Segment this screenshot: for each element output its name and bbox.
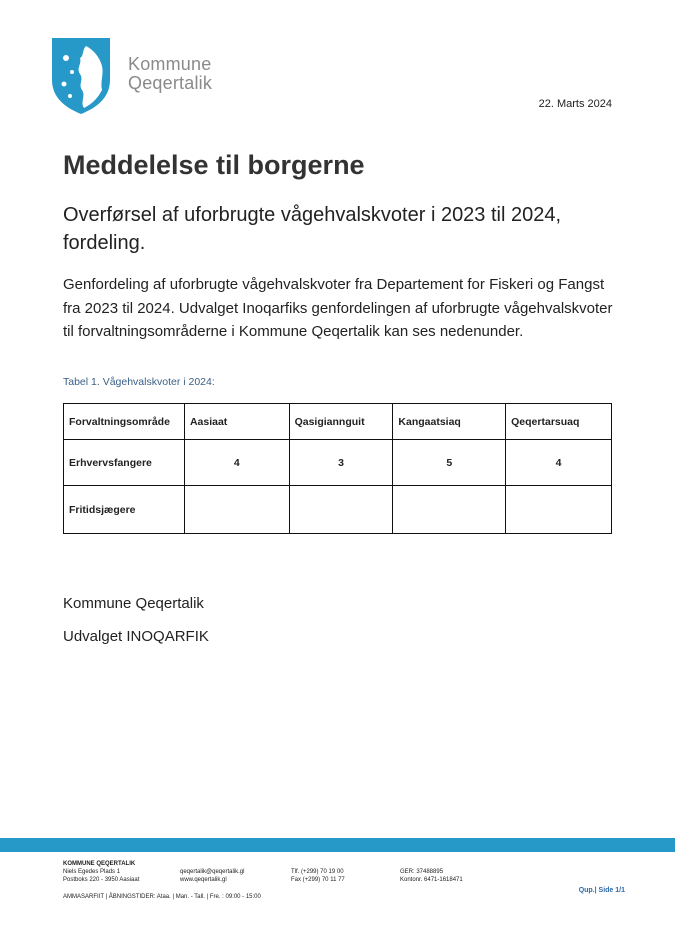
footer-bar xyxy=(0,838,675,852)
table-cell: 4 xyxy=(506,440,612,486)
column-header: Forvaltningsområde xyxy=(64,404,185,440)
footer-email-link[interactable]: qeqertalik@qeqertalik.gl xyxy=(180,869,245,875)
table-row xyxy=(64,486,612,534)
signature-committee: Udvalget INOQARFIK xyxy=(63,628,209,645)
footer-tel: Tlf. (+299) 70 19 00 xyxy=(291,869,344,875)
footer-registration xyxy=(400,860,463,884)
table-cell xyxy=(184,486,289,534)
table-cell xyxy=(289,486,393,534)
footer-konto: Kontonr. 6471-1618471 xyxy=(400,877,463,883)
footer-opening-hours: AMMASARFIIT | ÅBNINGSTIDER: Ataa. | Man. - Tall. | Fre. : 09:00 - 15:00 xyxy=(63,894,261,900)
footer-ger: GER: 37488895 xyxy=(400,869,444,875)
footer-web-link[interactable]: www.qeqertalik.gl xyxy=(180,877,227,883)
footer-address-2: Postboks 220 - 3950 Aasiaat xyxy=(63,877,140,883)
column-header: Qasigiannguit xyxy=(289,404,393,440)
document-date: 22. Marts 2024 xyxy=(538,98,612,110)
table-caption: Tabel 1. Vågehvalskvoter i 2024: xyxy=(63,376,215,388)
logo-line-1: Kommune xyxy=(128,54,212,74)
column-header: Qeqertarsuaq xyxy=(506,404,612,440)
table-header-row xyxy=(64,404,612,440)
column-header: Aasiaat xyxy=(184,404,289,440)
table-cell: 4 xyxy=(184,440,289,486)
row-label: Erhvervsfangere xyxy=(64,440,185,486)
table-cell xyxy=(506,486,612,534)
footer-contact xyxy=(180,860,244,884)
footer-org: KOMMUNE QEQERTALIK xyxy=(63,861,136,867)
footer-address-1: Niels Egedes Plads 1 xyxy=(63,869,121,875)
signature-organization: Kommune Qeqertalik xyxy=(63,595,204,612)
page-subtitle: Overførsel af uforbrugte vågehvalskvoter i 2023 til 2024, fordeling. xyxy=(63,204,562,254)
kommune-qeqertalik-logo xyxy=(50,36,112,116)
row-label: Fritidsjægere xyxy=(64,486,185,534)
footer-phone xyxy=(291,860,345,884)
page-number: Qup.| Side 1/1 xyxy=(578,887,625,894)
table-cell xyxy=(393,486,506,534)
quota-table xyxy=(63,403,612,534)
column-header: Kangaatsiaq xyxy=(393,404,506,440)
intro-paragraph: Genfordeling af uforbrugte vågehvalskvoter fra Departement for Fiskeri og Fangst fra 2023 til 2024. Udvalget Inoqarfiks genfordelingen af uforbrugte vågehvalskvoter til forvaltningsområderne i Kommune Qeqertalik kan ses nedenunder. xyxy=(63,276,613,340)
logo-wordmark xyxy=(128,55,212,93)
page-title: Meddelelse til borgerne xyxy=(63,150,365,180)
table-cell: 5 xyxy=(393,440,506,486)
table-row xyxy=(64,440,612,486)
footer-fax: Fax (+299) 70 11 77 xyxy=(291,877,345,883)
footer-address xyxy=(63,860,139,884)
table-cell: 3 xyxy=(289,440,393,486)
logo-line-2: Qeqertalik xyxy=(128,73,213,93)
